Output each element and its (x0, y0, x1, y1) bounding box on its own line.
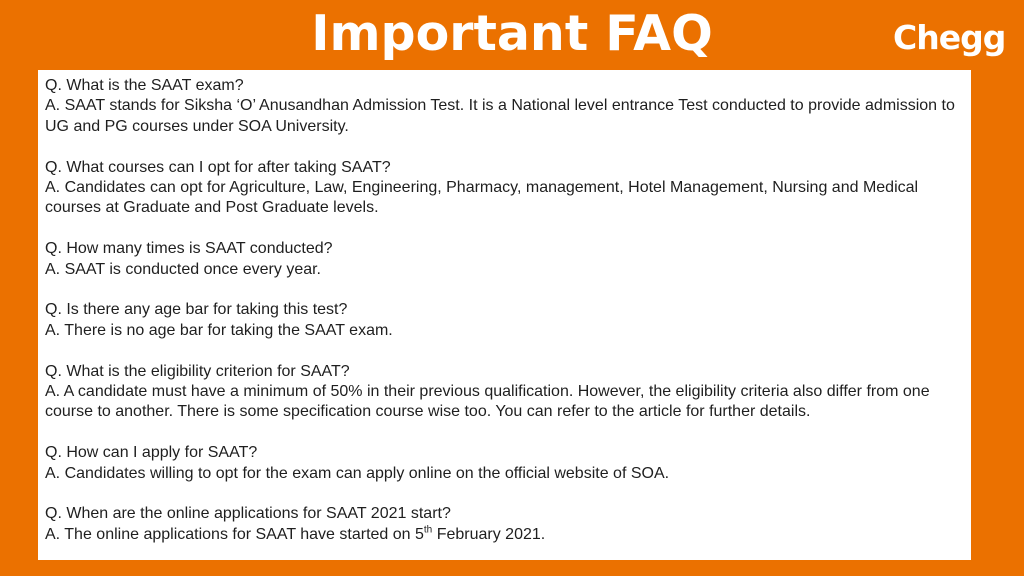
faq-item (45, 300, 963, 341)
faq-item (45, 76, 963, 137)
faq-answer: A. Candidates can opt for Agriculture, Law, Engineering, Pharmacy, management, Hotel Management, Nursing and Medical courses at Graduate and Post Graduate levels. (45, 179, 919, 217)
faq-item (45, 443, 963, 484)
faq-item (45, 158, 963, 219)
faq-question: Q. How many times is SAAT conducted? (45, 240, 333, 258)
faq-answer (45, 525, 963, 545)
faq-answer-text: February 2021. (432, 525, 546, 543)
faq-answer: A. Candidates willing to opt for the exam can apply online on the official website of SOA. (45, 464, 670, 482)
faq-question: Q. How can I apply for SAAT? (45, 444, 258, 462)
chegg-logo: Chegg (893, 18, 1006, 57)
faq-answer: A. A candidate must have a minimum of 50% in their previous qualification. However, the eligibility criteria also differ from one course to another. There is some specification course wise too. You can refer to the article for further details. (45, 383, 930, 421)
faq-question: Q. What is the SAAT exam? (45, 77, 244, 94)
faq-question: Q. When are the online applications for SAAT 2021 start? (45, 505, 451, 523)
faq-item (45, 239, 963, 280)
faq-answer: A. There is no age bar for taking the SAAT exam. (45, 321, 393, 339)
faq-answer-text: A. The online applications for SAAT have started on 5 (45, 525, 424, 543)
faq-question: Q. What is the eligibility criterion for SAAT? (45, 362, 350, 380)
ordinal-suffix: th (423, 524, 433, 536)
faq-answer: A. SAAT is conducted once every year. (45, 260, 321, 278)
page-title: Important FAQ (311, 5, 713, 62)
faq-answer: A. SAAT stands for Siksha ‘O’ Anusandhan Admission Test. It is a National level entrance Test conducted to provide admission to UG and PG courses under SOA University. (45, 97, 955, 135)
faq-question: Q. What courses can I opt for after taking SAAT? (45, 158, 391, 176)
faq-item (45, 362, 963, 423)
faq-question: Q. Is there any age bar for taking this test? (45, 301, 348, 319)
faq-item (45, 504, 963, 545)
faq-panel (38, 70, 971, 560)
